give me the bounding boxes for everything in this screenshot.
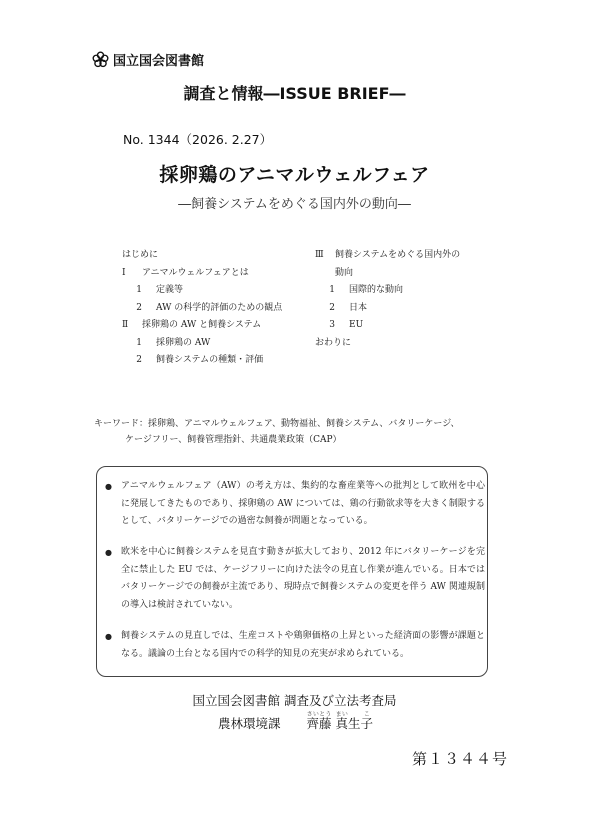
bullet-icon: ● bbox=[105, 632, 112, 641]
keywords-line-1: 採卵鶏、アニマルウェルフェア、動物福祉、飼養システム、バタリーケージ、 bbox=[148, 419, 460, 429]
toc-item-number: 2 bbox=[136, 355, 142, 365]
ndl-logo-text: 国立国会図書館 bbox=[113, 54, 205, 69]
toc-item-number: 1 bbox=[136, 337, 142, 348]
toc-item bbox=[315, 265, 495, 283]
toc-item bbox=[315, 317, 495, 335]
toc-item-label: 動向 bbox=[335, 267, 354, 278]
toc-item: Ⅱ 採卵鶏の AW と飼養システム bbox=[122, 317, 312, 335]
toc-item-number: 3 bbox=[329, 320, 335, 330]
toc-item bbox=[122, 282, 312, 300]
page-title: 採卵鶏のアニマルウェルフェア bbox=[159, 164, 430, 186]
summary-box bbox=[96, 466, 488, 677]
summary-point bbox=[105, 544, 485, 614]
toc-item-label: EU bbox=[349, 320, 364, 330]
summary-text: アニマルウェルフェア（AW）の考え方は、集約的な畜産業等への批判として欧州を中心に発展してきたものであり、採卵鶏の AW については、鶏の行動欲求等を大きく制限するとして、バタリーケージでの過密な飼養が問題となっている。 bbox=[121, 481, 485, 526]
summary-point bbox=[105, 478, 485, 531]
toc-item-label: 飼養システムをめぐる国内外の bbox=[335, 250, 461, 260]
toc-item-number: 2 bbox=[136, 302, 142, 313]
bullet-icon: ● bbox=[105, 548, 112, 557]
toc-item-label: おわりに bbox=[315, 337, 352, 348]
toc-item bbox=[122, 335, 312, 353]
toc-item bbox=[122, 247, 312, 265]
toc-item-number: 2 bbox=[329, 302, 335, 313]
author-name-char: 生 bbox=[348, 716, 361, 731]
toc-item-label: アニマルウェルフェアとは bbox=[142, 267, 249, 278]
keywords-line-2: ケージフリー、飼養管理指針、共通農業政策（CAP） bbox=[125, 435, 342, 445]
keywords bbox=[94, 416, 494, 448]
toc-item-number bbox=[315, 265, 335, 283]
bullet-icon: ● bbox=[105, 482, 112, 491]
toc-item: Ⅰ アニマルウェルフェアとは bbox=[122, 265, 312, 283]
toc-item-number: 1 bbox=[136, 285, 142, 295]
author-name-char: 藤とう bbox=[319, 711, 332, 731]
toc-item-number: 1 bbox=[329, 285, 335, 295]
summary-text: 欧米を中心に飼養システムを見直す動きが拡大しており、2012 年にバタリーケージを完全に禁止した EU では、ケージフリーに向けた法令の見直し作業が進んでいる。日本ではバタリーケージでの飼養が主流であり、現時点で飼養システムの変更を伴う AW 関連規制の導入は検討されていない。 bbox=[121, 547, 485, 610]
issue-number-date: No. 1344（2026. 2.27） bbox=[123, 132, 273, 147]
author-line bbox=[218, 711, 373, 732]
toc-item: Ⅲ 飼養システムをめぐる国内外の bbox=[315, 247, 495, 265]
summary-text: 飼養システムの見直しでは、生産コストや鶏卵価格の上昇といった経済面の影響が課題となる。議論の土台となる国内での科学的知見の充実が求められている。 bbox=[121, 631, 485, 659]
ndl-flower-emblem-icon bbox=[92, 51, 109, 68]
author-name bbox=[306, 711, 374, 731]
keywords-label: キーワード： bbox=[94, 419, 149, 429]
page-subtitle: ―飼養システムをめぐる国内外の動向― bbox=[178, 197, 411, 212]
author-name-char: 齊さい bbox=[306, 711, 320, 731]
department: 国立国会図書館 調査及び立法考査局 bbox=[192, 693, 397, 708]
toc-item bbox=[315, 335, 495, 353]
issue-number: 第１３４４号 bbox=[412, 750, 509, 768]
toc-item-label: AW の科学的評価のための観点 bbox=[156, 302, 283, 313]
toc-item-label: 採卵鶏の AW と飼養システム bbox=[142, 320, 262, 330]
toc-item-label: 飼養システムの種類・評価 bbox=[156, 355, 264, 365]
summary-point bbox=[105, 628, 485, 663]
toc-item-label: 採卵鶏の AW bbox=[156, 337, 211, 348]
series-title: 調査と情報―ISSUE BRIEF― bbox=[183, 84, 406, 103]
table-of-contents-left bbox=[122, 247, 312, 370]
toc-item-label: はじめに bbox=[122, 250, 159, 260]
toc-item bbox=[122, 300, 312, 318]
toc-item-label: 国際的な動向 bbox=[349, 285, 404, 295]
toc-item-label: 日本 bbox=[349, 302, 368, 313]
toc-item bbox=[315, 282, 495, 300]
table-of-contents-right bbox=[315, 247, 495, 352]
ndl-logo bbox=[92, 50, 204, 69]
author-name-char: 子こ bbox=[360, 711, 374, 731]
author-name-char: 真まい bbox=[335, 711, 349, 731]
toc-item bbox=[315, 300, 495, 318]
division: 農林環境課 bbox=[218, 716, 281, 731]
toc-item bbox=[122, 352, 312, 370]
toc-item-label: 定義等 bbox=[156, 285, 184, 295]
